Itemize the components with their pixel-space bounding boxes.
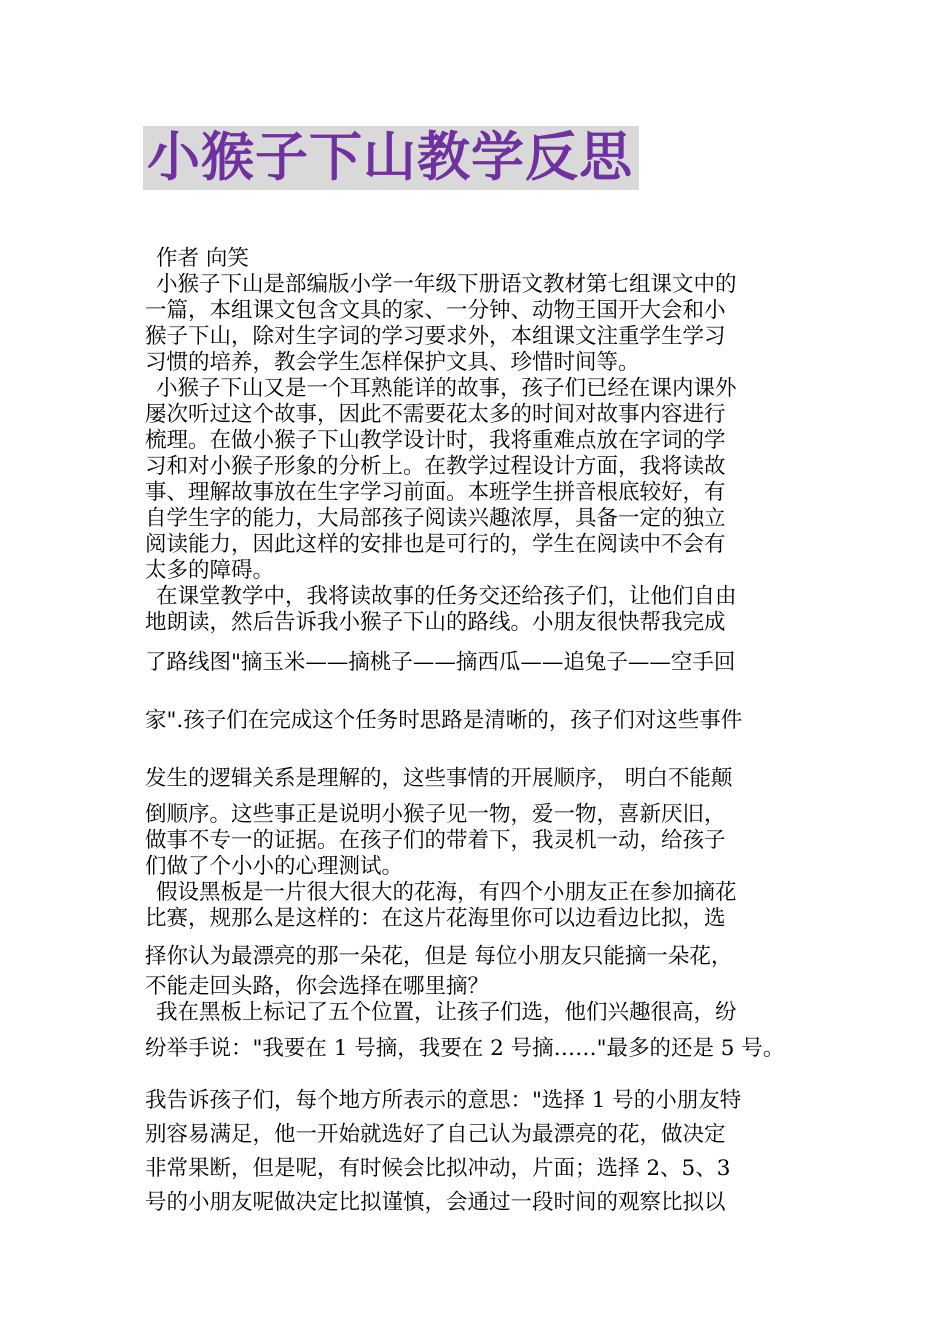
paragraph-flower-test bbox=[145, 880, 810, 1000]
text-line: 地朗读，然后告诉我小猴子下山的路线。小朋友很快帮我完成 bbox=[145, 610, 726, 635]
text-line: 比赛，规那么是这样的：在这片花海里你可以边看边比拟，选 bbox=[145, 906, 726, 931]
text-line: 不能走回头路，你会选择在哪里摘？ bbox=[145, 974, 490, 999]
text-line: 梳理。在做小猴子下山教学设计时，我将重难点放在字词的学 bbox=[145, 428, 726, 453]
text-line: 小猴子下山是部编版小学一年级下册语文教材第七组课文中的 bbox=[156, 272, 737, 297]
text-line: 做事不专一的证据。在孩子们的带着下，我灵机一动，给孩子 bbox=[145, 828, 726, 853]
text-line: 非常果断，但是呢，有时候会比拟冲动，片面；选择 2、5、3 bbox=[145, 1156, 731, 1181]
text-line: 阅读能力，因此这样的安排也是可行的，学生在阅读中不会有 bbox=[145, 532, 726, 557]
text-line: 习惯的培养，教会学生怎样保护文具、珍惜时间等。 bbox=[145, 350, 640, 375]
text-line: 们做了个小小的心理测试。 bbox=[145, 854, 404, 879]
paragraph-intro bbox=[145, 272, 810, 376]
author-line: 作者 向笑 bbox=[156, 246, 249, 271]
text-line: 发生的逻辑关系是理解的，这些事情的开展顺序， 明白不能颠 bbox=[145, 766, 733, 791]
text-line: 别容易满足，他一开始就选好了自己认为最漂亮的花，做决定 bbox=[145, 1122, 726, 1147]
paragraph-results bbox=[145, 1000, 810, 1220]
document-body bbox=[145, 246, 810, 1220]
text-line: 号的小朋友呢做决定比拟谨慎，会通过一段时间的观察比拟以 bbox=[145, 1190, 726, 1215]
paragraph-classroom bbox=[145, 584, 810, 880]
text-line: 猴子下山，除对生字词的学习要求外，本组课文注重学生学习 bbox=[145, 324, 726, 349]
text-line: 纷举手说："我要在 1 号摘，我要在 2 号摘……"最多的还是 5 号。 bbox=[145, 1036, 785, 1061]
text-line: 家".孩子们在完成这个任务时思路是清晰的，孩子们对这些事件 bbox=[145, 708, 743, 733]
text-line: 我告诉孩子们，每个地方所表示的意思："选择 1 号的小朋友特 bbox=[145, 1088, 742, 1113]
text-line: 倒顺序。这些事正是说明小猴子见一物，爱一物，喜新厌旧， bbox=[145, 802, 726, 827]
text-line: 自学生字的能力，大局部孩子阅读兴趣浓厚，具备一定的独立 bbox=[145, 506, 726, 531]
text-line: 习和对小猴子形象的分析上。在教学过程设计方面，我将读故 bbox=[145, 454, 726, 479]
text-line: 在课堂教学中，我将读故事的任务交还给孩子们，让他们自由 bbox=[156, 584, 737, 609]
document-title: 小猴子下山教学反思 bbox=[143, 126, 639, 190]
text-line: 了路线图"摘玉米——摘桃子——摘西瓜——追兔子——空手回 bbox=[145, 650, 736, 675]
text-line: 事、理解故事放在生字学习前面。本班学生拼音根底较好，有 bbox=[145, 480, 726, 505]
paragraph-design bbox=[145, 376, 810, 584]
text-line: 择你认为最漂亮的那一朵花，但是 每位小朋友只能摘一朵花， bbox=[145, 944, 733, 969]
text-line: 一篇，本组课文包含文具的家、一分钟、动物王国开大会和小 bbox=[145, 298, 726, 323]
text-line: 我在黑板上标记了五个位置，让孩子们选，他们兴趣很高，纷 bbox=[156, 1000, 737, 1025]
text-line: 假设黑板是一片很大很大的花海，有四个小朋友正在参加摘花 bbox=[156, 880, 737, 905]
text-line: 小猴子下山又是一个耳熟能详的故事，孩子们已经在课内课外 bbox=[156, 376, 737, 401]
text-line: 屡次听过这个故事，因此不需要花太多的时间对故事内容进行 bbox=[145, 402, 726, 427]
text-line: 太多的障碍。 bbox=[145, 558, 275, 583]
